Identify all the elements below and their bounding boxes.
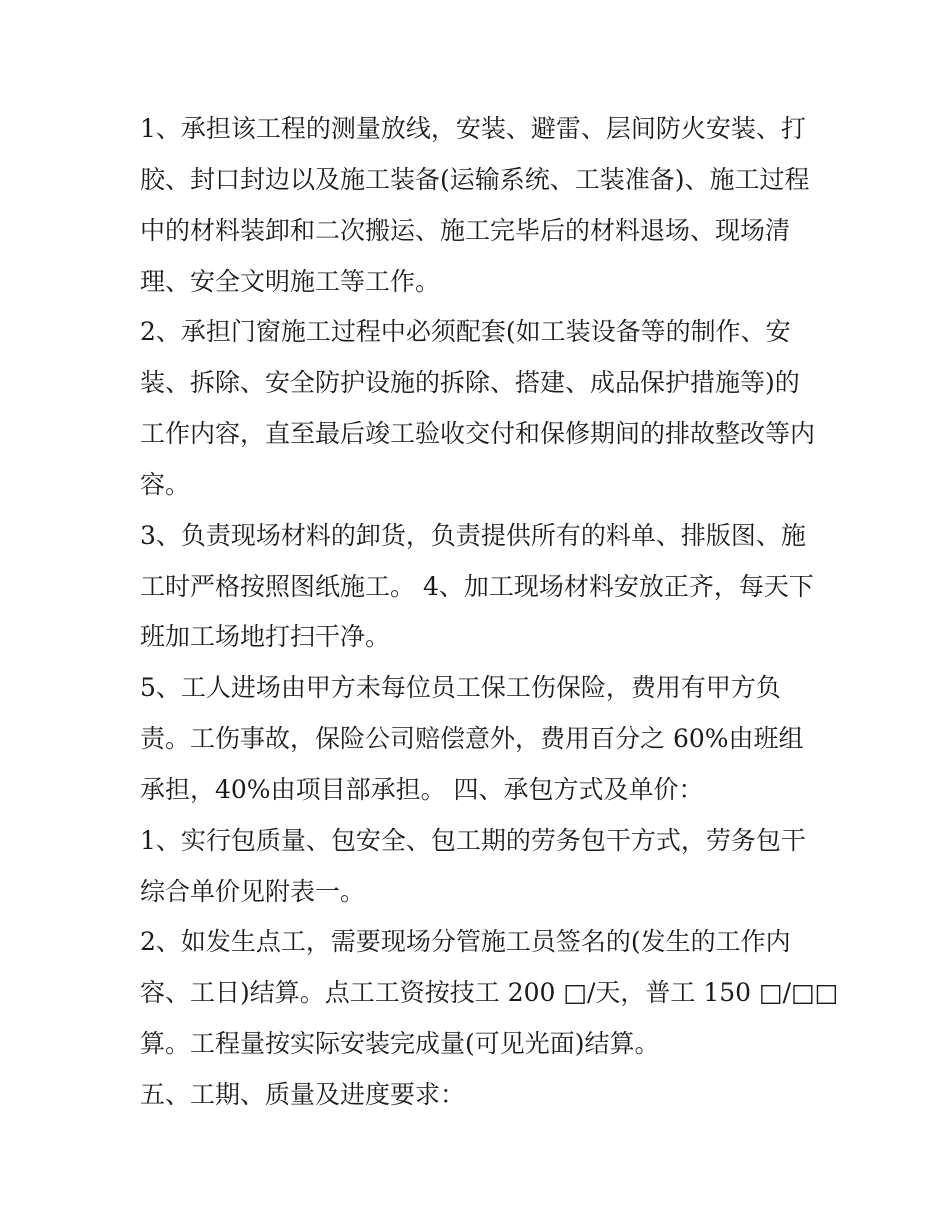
text-line: 装、拆除、安全防护设施的拆除、搭建、成品保护措施等)的 (140, 368, 800, 397)
text-line: 中的材料装卸和二次搬运、施工完毕后的材料退场、现场清 (140, 216, 791, 245)
text-line: 容、工日)结算。点工工资按技工 200 □/天，普工 150 □/□□ (140, 978, 839, 1007)
text-line: 1、实行包质量、包安全、包工期的劳务包干方式，劳务包干 (140, 826, 806, 855)
text-line: 2、如发生点工，需要现场分管施工员签名的(发生的工作内 (140, 927, 791, 956)
text-line: 综合单价见附表一。 (140, 877, 366, 906)
text-line: 1、承担该工程的测量放线，安装、避雷、层间防火安装、打 (140, 114, 806, 143)
text-line: 3、负责现场材料的卸货，负责提供所有的料单、排版图、施 (140, 521, 806, 550)
text-line: 算。工程量按实际安装完成量(可见光面)结算。 (140, 1029, 660, 1058)
text-line: 5、工人进场由甲方未每位员工保工伤保险，费用有甲方负 (140, 673, 781, 702)
text-line: 理、安全文明施工等工作。 (140, 267, 441, 296)
text-line: 容。 (140, 470, 191, 499)
text-line: 责。工伤事故，保险公司赔偿意外，费用百分之 60%由班组 (140, 724, 804, 753)
text-line: 工作内容，直至最后竣工验收交付和保修期间的排故整改等内 (140, 419, 816, 448)
text-line: 工时严格按照图纸施工。 4、加工现场材料安放正齐，每天下 (140, 572, 814, 601)
text-line: 2、承担门窗施工过程中必须配套(如工装设备等的制作、安 (140, 317, 791, 346)
text-line: 承担，40%由项目部承担。 四、承包方式及单价： (140, 775, 704, 804)
text-line: 胶、封口封边以及施工装备(运输系统、工装准备)、施工过程 (140, 165, 810, 194)
text-line: 五、工期、质量及进度要求： (140, 1080, 466, 1109)
text-line: 班加工场地打扫干净。 (140, 622, 391, 651)
